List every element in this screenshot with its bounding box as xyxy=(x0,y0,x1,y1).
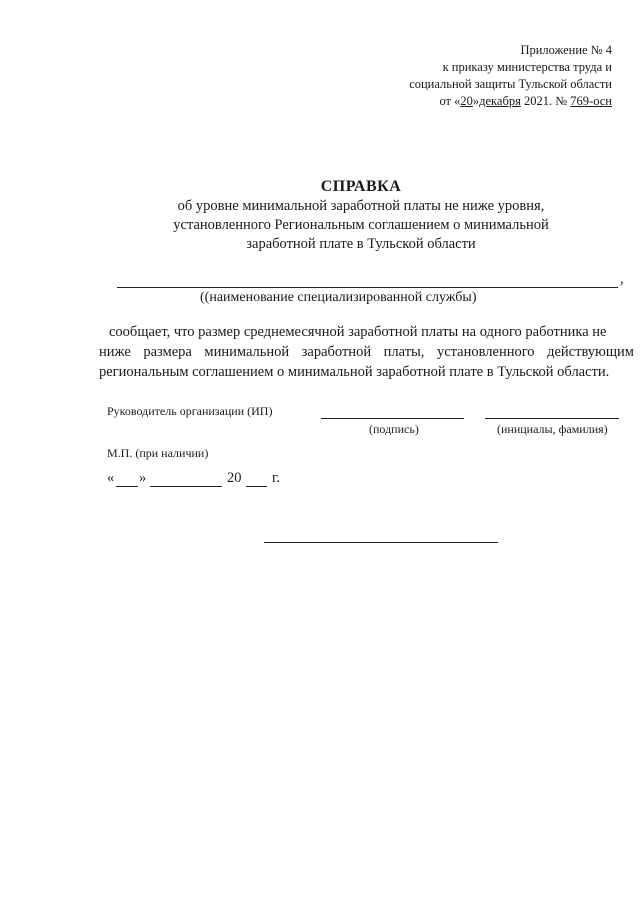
date-close-quote: » xyxy=(139,470,147,486)
order-month: декабря xyxy=(479,94,521,108)
subtitle-line: заработной плате в Тульской области xyxy=(246,236,476,252)
order-reference: к приказу министерства труда и xyxy=(442,60,612,74)
appendix-number: Приложение № 4 xyxy=(520,43,612,57)
order-date-line: от «20»декабря 2021. № 769-осн xyxy=(439,94,612,108)
name-field[interactable] xyxy=(485,418,619,419)
org-name-caption: ((наименование специализированной службы) xyxy=(200,290,477,305)
statement-text xyxy=(99,322,634,382)
date-month-field[interactable] xyxy=(150,486,222,487)
subtitle-line: об уровне минимальной заработной платы не ниже уровня, xyxy=(177,198,545,214)
appendix-header xyxy=(409,42,612,110)
signature-field[interactable] xyxy=(321,418,464,419)
name-caption: (инициалы, фамилия) xyxy=(497,422,608,436)
bottom-signature-line[interactable] xyxy=(264,542,498,543)
order-day: 20 xyxy=(460,94,473,108)
statement-line: региональным соглашением о минимальной заработной плате в Тульской области. xyxy=(99,364,610,380)
document-title: СПРАВКА xyxy=(320,178,402,195)
statement-line: ниже размера минимальной заработной платы, установленного действующим xyxy=(99,344,634,360)
date-open-quote: « xyxy=(107,470,115,486)
document-subtitle xyxy=(0,197,640,254)
head-of-organization-label: Руководитель организации (ИП) xyxy=(107,404,273,418)
ministry-name: социальной защиты Тульской области xyxy=(409,77,612,91)
org-name-comma: , xyxy=(620,271,624,287)
stamp-label: М.П. (при наличии) xyxy=(107,446,209,460)
statement-line: сообщает, что размер среднемесячной заработной платы на одного работника не xyxy=(109,324,607,340)
date-day-field[interactable] xyxy=(116,486,138,487)
date-year-field[interactable] xyxy=(246,486,267,487)
date-year-suffix: г. xyxy=(272,470,280,486)
order-number: 769-осн xyxy=(570,94,612,108)
date-year-prefix: 20 xyxy=(227,470,242,486)
subtitle-line: установленного Региональным соглашением о минимальной xyxy=(173,217,549,233)
signature-caption: (подпись) xyxy=(369,422,419,436)
org-name-field[interactable] xyxy=(117,287,618,288)
